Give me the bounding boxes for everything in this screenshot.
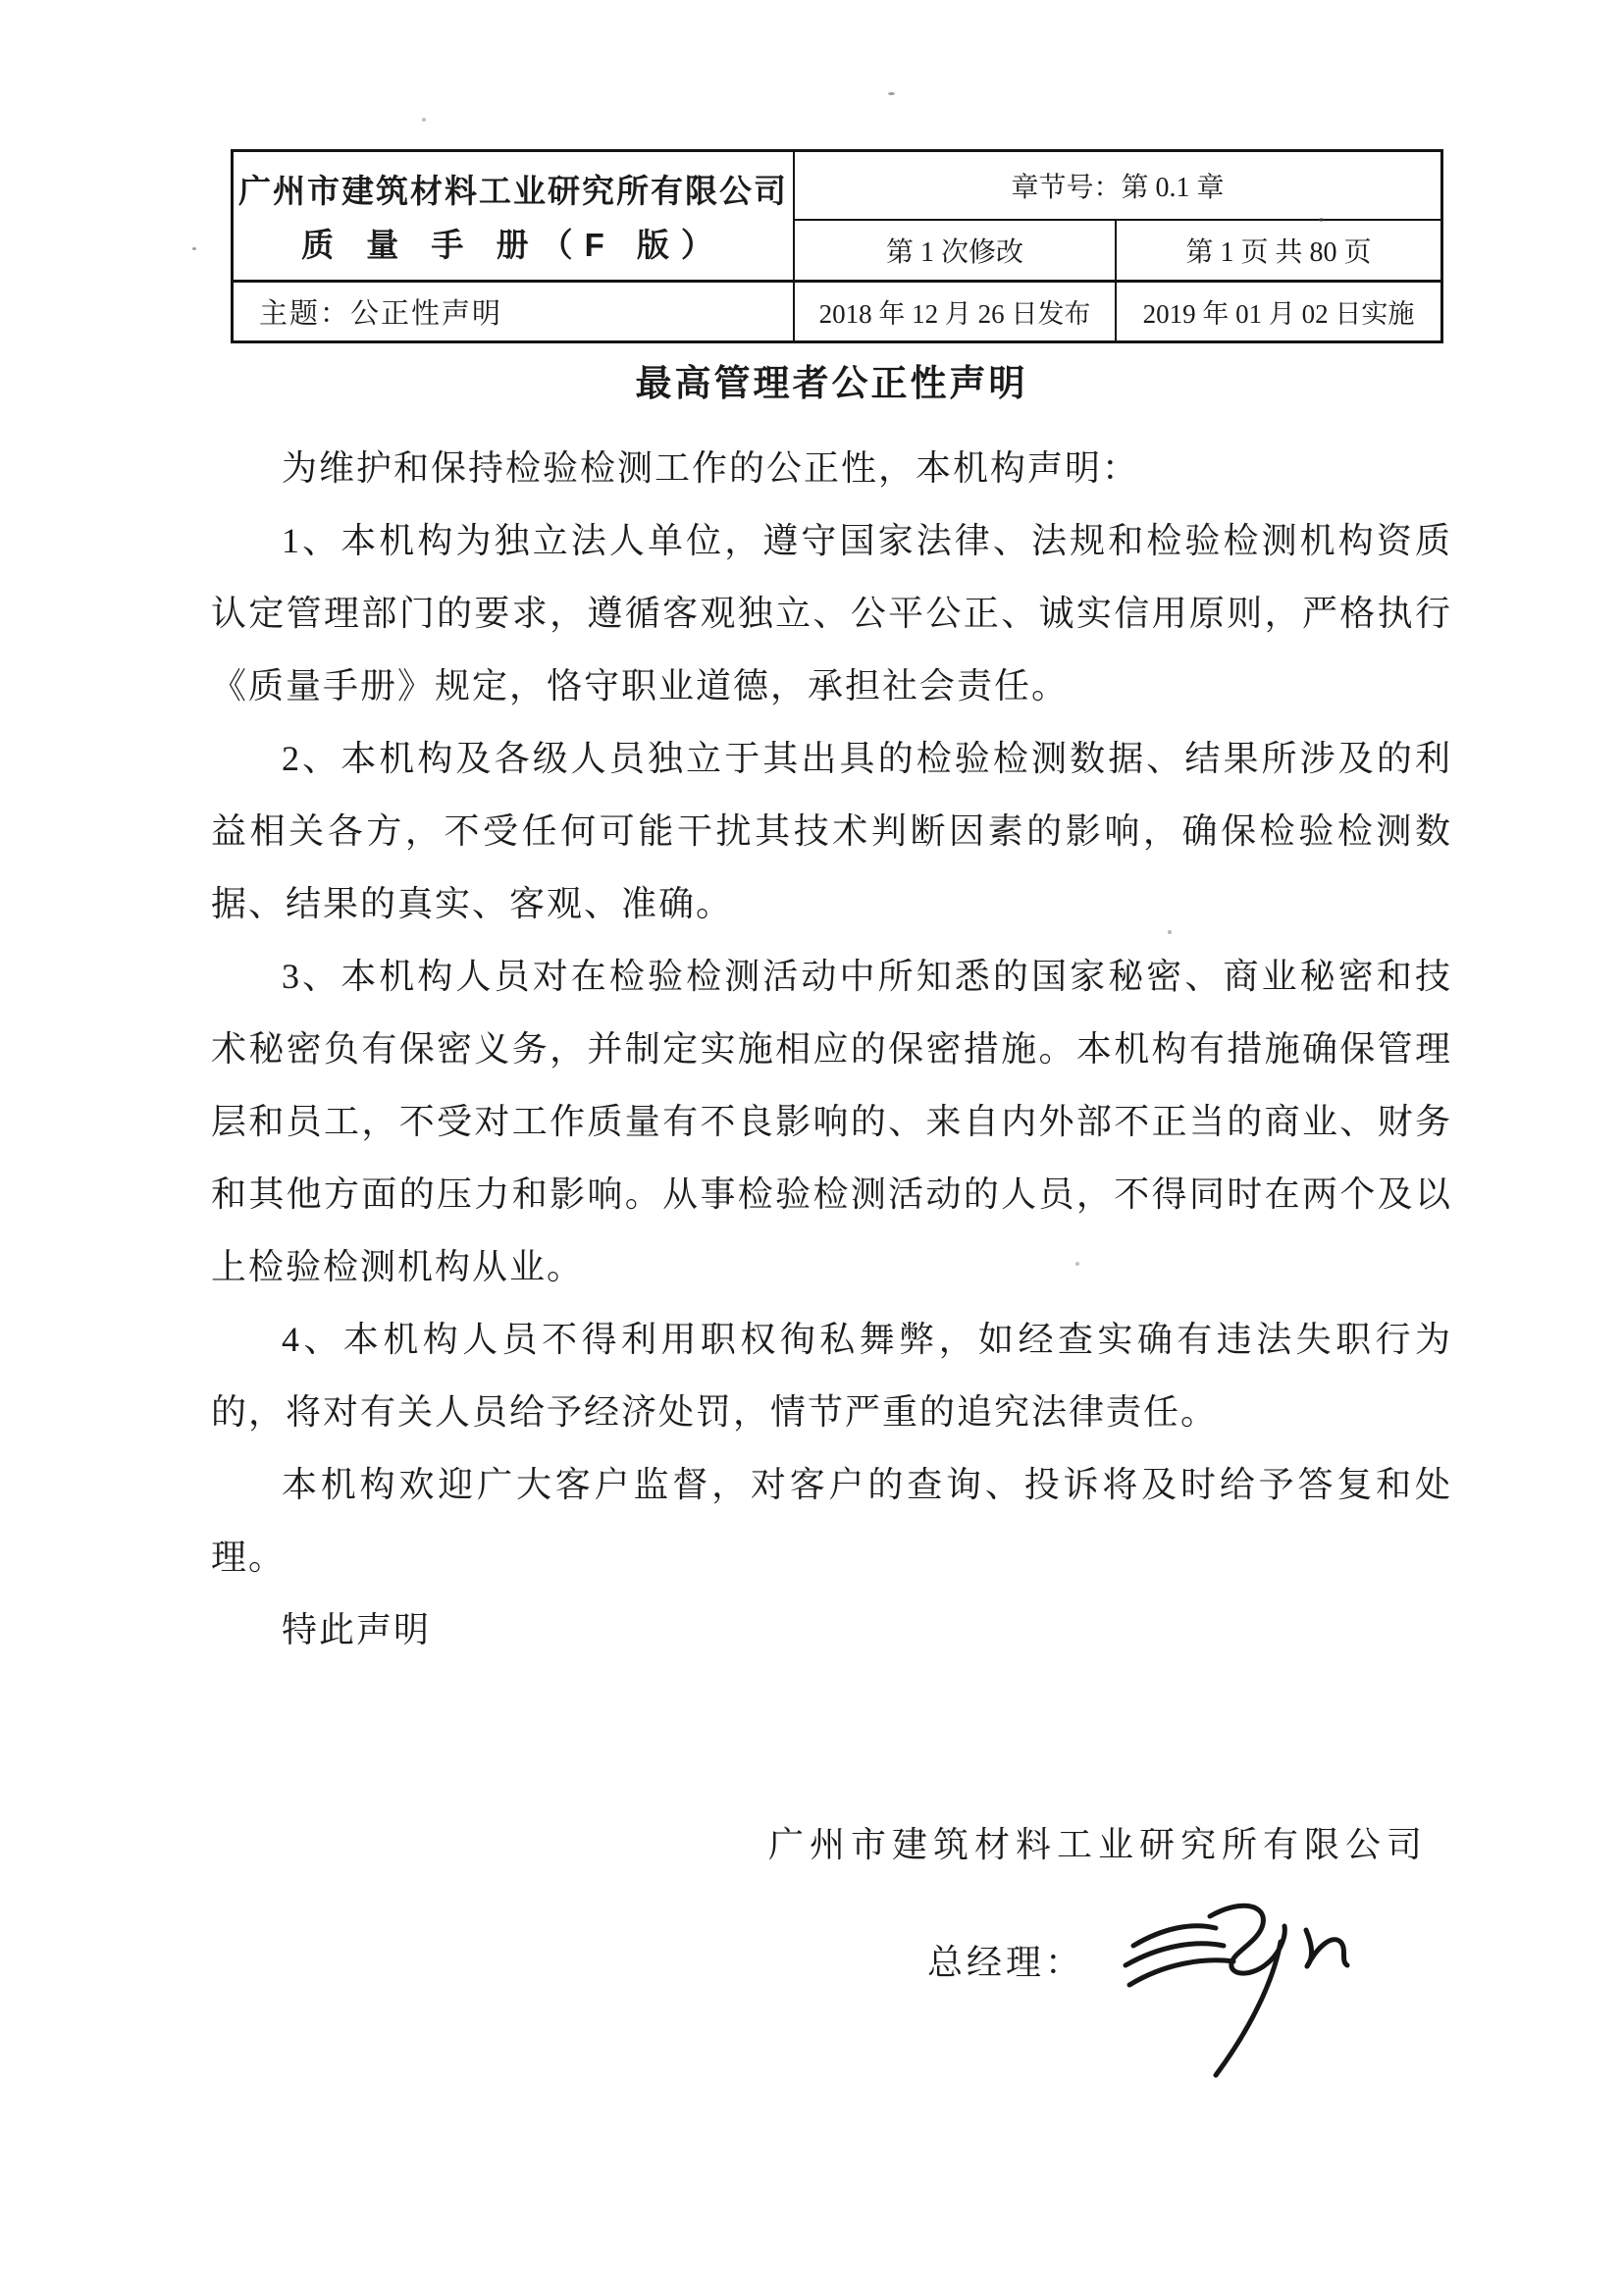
scan-speck — [1319, 218, 1324, 222]
implementation-date-cell: 2019 年 01 月 02 日实施 — [1117, 280, 1440, 340]
page-title: 最高管理者公正性声明 — [635, 364, 1028, 404]
company-name: 广州市建筑材料工业研究所有限公司 — [238, 173, 788, 209]
paragraph-3: 3、本机构人员对在检验检测活动中所知悉的国家秘密、商业秘密和技术秘密负有保密义务，并制定实施相应的保密措施。本机构有措施确保管理层和员工，不受对工作质量有不良影响的、来自内外部不正当的商业、财务和其他方面的压力和影响。从事检验检测活动的人员，不得同时在两个及以上检验检测机构从业。 — [211, 957, 1452, 1286]
intro-paragraph: 为维护和保持检验检测工作的公正性，本机构声明： — [282, 448, 1140, 488]
scan-speck — [1168, 930, 1172, 934]
paragraph-4: 4、本机构人员不得利用职权徇私舞弊，如经查实确有违法失职行为的，将对有关人员给予经济处罚，情节严重的追究法律责任。 — [211, 1320, 1452, 1432]
scan-speck — [422, 118, 426, 122]
paragraph-1: 1、本机构为独立法人单位，遵守国家法律、法规和检验检测机构资质认定管理部门的要求，遵循客观独立、公平公正、诚实信用原则，严格执行《质量手册》规定，恪守职业道德，承担社会责任。 — [211, 521, 1452, 705]
closing-statement: 特此声明 — [282, 1610, 432, 1649]
revision-cell: 第 1 次修改 — [795, 221, 1117, 280]
scan-speck — [888, 92, 895, 95]
issue-date-cell: 2018 年 12 月 26 日发布 — [795, 280, 1117, 340]
scan-speck — [192, 247, 196, 250]
page-count-cell: 第 1 页 共 80 页 — [1185, 237, 1372, 268]
manual-title: 质 量 手 册（F 版） — [301, 227, 725, 263]
scan-speck — [1075, 1262, 1079, 1266]
document-body — [211, 355, 1452, 1666]
header-company-cell — [234, 152, 795, 280]
general-manager-label: 总经理： — [927, 1943, 1085, 1982]
paragraph-5: 本机构欢迎广大客户监督，对客户的查询、投诉将及时给予答复和处理。 — [211, 1465, 1452, 1577]
chapter-number-cell: 章节号：第 0.1 章 — [795, 152, 1440, 221]
general-manager-signature — [1114, 1869, 1359, 2090]
subject-cell: 主题：公正性声明 — [234, 280, 795, 340]
document-header-table — [231, 149, 1443, 343]
signature-company-name: 广州市建筑材料工业研究所有限公司 — [768, 1825, 1429, 1864]
paragraph-2: 2、本机构及各级人员独立于其出具的检验检测数据、结果所涉及的利益相关各方，不受任何可能干扰其技术判断因素的影响，确保检验检测数据、结果的真实、客观、准确。 — [211, 739, 1452, 923]
